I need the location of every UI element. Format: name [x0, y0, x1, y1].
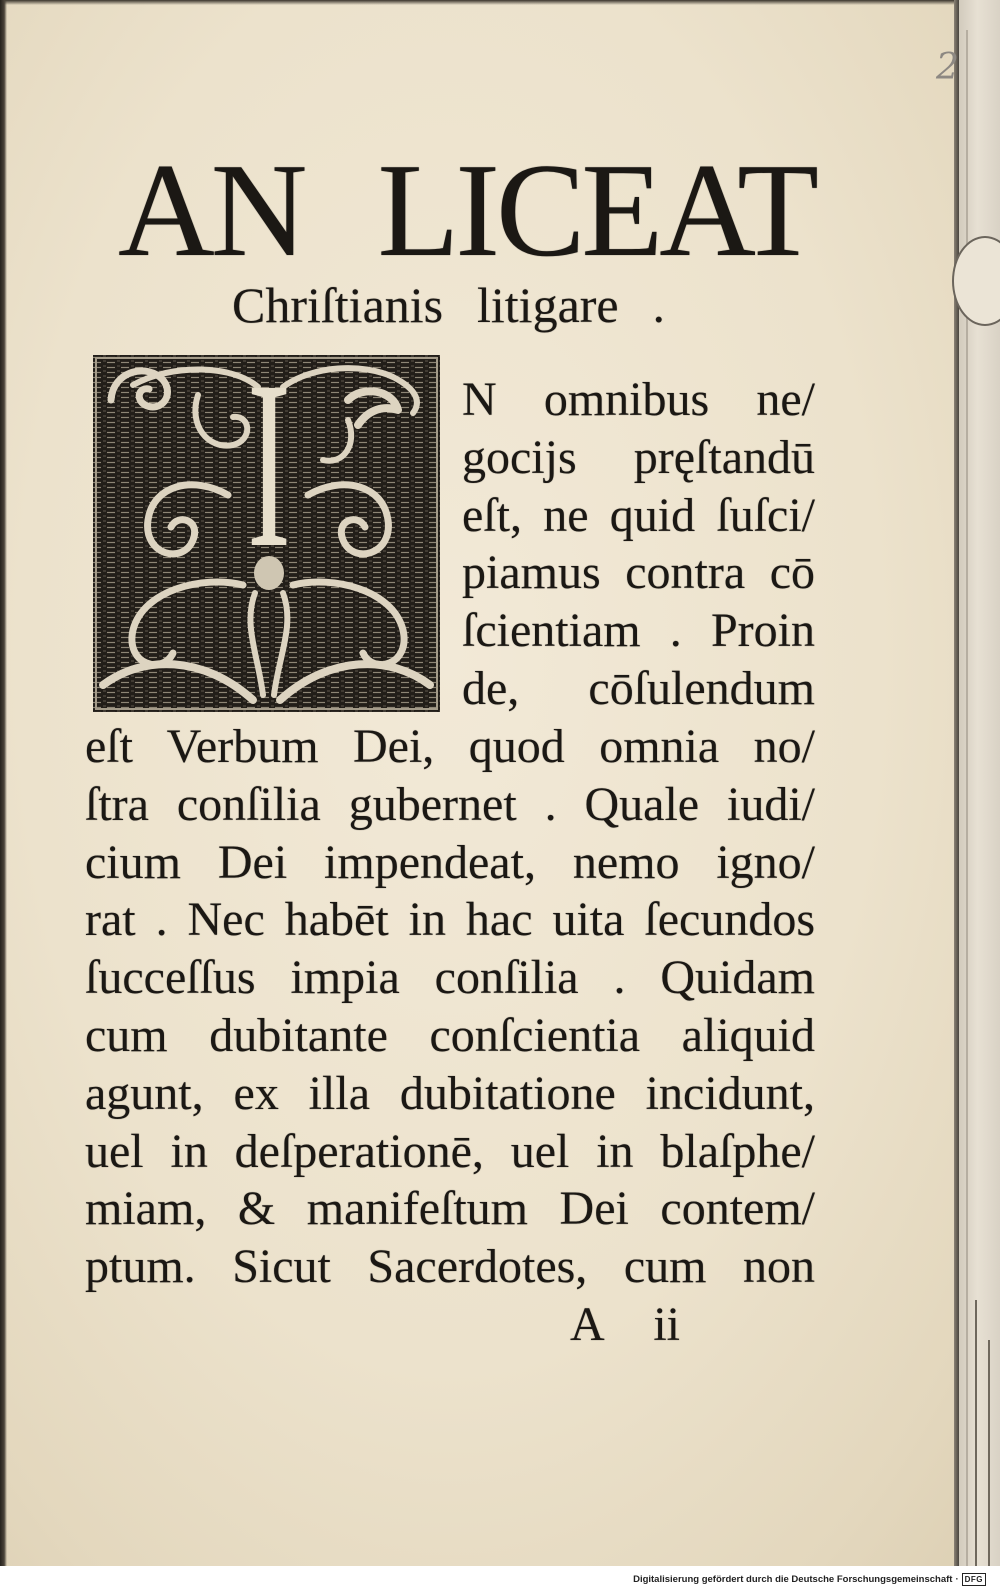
text-line: miam, & manifeſtum Dei contem/: [85, 1182, 815, 1236]
digitization-footer: [0, 1566, 1000, 1591]
page-binding-edge: [0, 0, 7, 1566]
footer-credit: Digitalisierung gefördert durch die Deutsche Forschungsgemeinschaft: [633, 1573, 953, 1585]
text-line: de, cōſulendum: [462, 661, 815, 715]
page-stack-line: [988, 1340, 990, 1566]
text-beside-initial: [462, 371, 815, 718]
page-top-edge: [0, 0, 1000, 5]
text-line: eſt Verbum Dei, quod omnia no/: [85, 720, 815, 773]
handwritten-folio-number: 2: [936, 47, 959, 88]
text-line: ſucceſſus impia conſilia . Quidam: [85, 951, 815, 1005]
page-subtitle: Chriſtianis litigare .: [232, 277, 665, 333]
footer-separator: ·: [955, 1573, 959, 1585]
text-line: cum dubitante conſcientia aliquid: [85, 1008, 815, 1062]
text-line: gocijs pręſtandū: [462, 430, 815, 484]
text-body: [85, 718, 815, 1296]
initial-letter: I: [247, 355, 291, 598]
page-stack-line: [975, 1300, 977, 1566]
text-line: N omnibus ne/: [462, 373, 815, 426]
text-line: cium Dei impendeat, nemo igno/: [85, 835, 815, 889]
woodcut-initial: [93, 355, 440, 712]
text-line: ſtra conſilia gubernet . Quale iudi/: [85, 777, 815, 831]
text-line: agunt, ex illa dubitatione incidunt,: [85, 1066, 815, 1120]
footer-credit-group: [633, 1572, 986, 1586]
text-line: ſcientiam . Proin: [462, 604, 815, 658]
text-line: ptum. Sicut Sacerdotes, cum non: [85, 1240, 815, 1294]
text-line: eſt, ne quid ſuſci/: [462, 488, 815, 542]
text-line: rat . Nec habēt in hac uita ſecundos: [85, 893, 815, 947]
signature-mark: A ii: [570, 1298, 680, 1351]
text-line: piamus contra cō: [462, 546, 815, 600]
dfg-logo-icon: DFG: [962, 1573, 986, 1586]
page-title: AN LICEAT: [118, 136, 815, 284]
text-line: uel in deſperationē, uel in blaſphe/: [85, 1124, 815, 1178]
